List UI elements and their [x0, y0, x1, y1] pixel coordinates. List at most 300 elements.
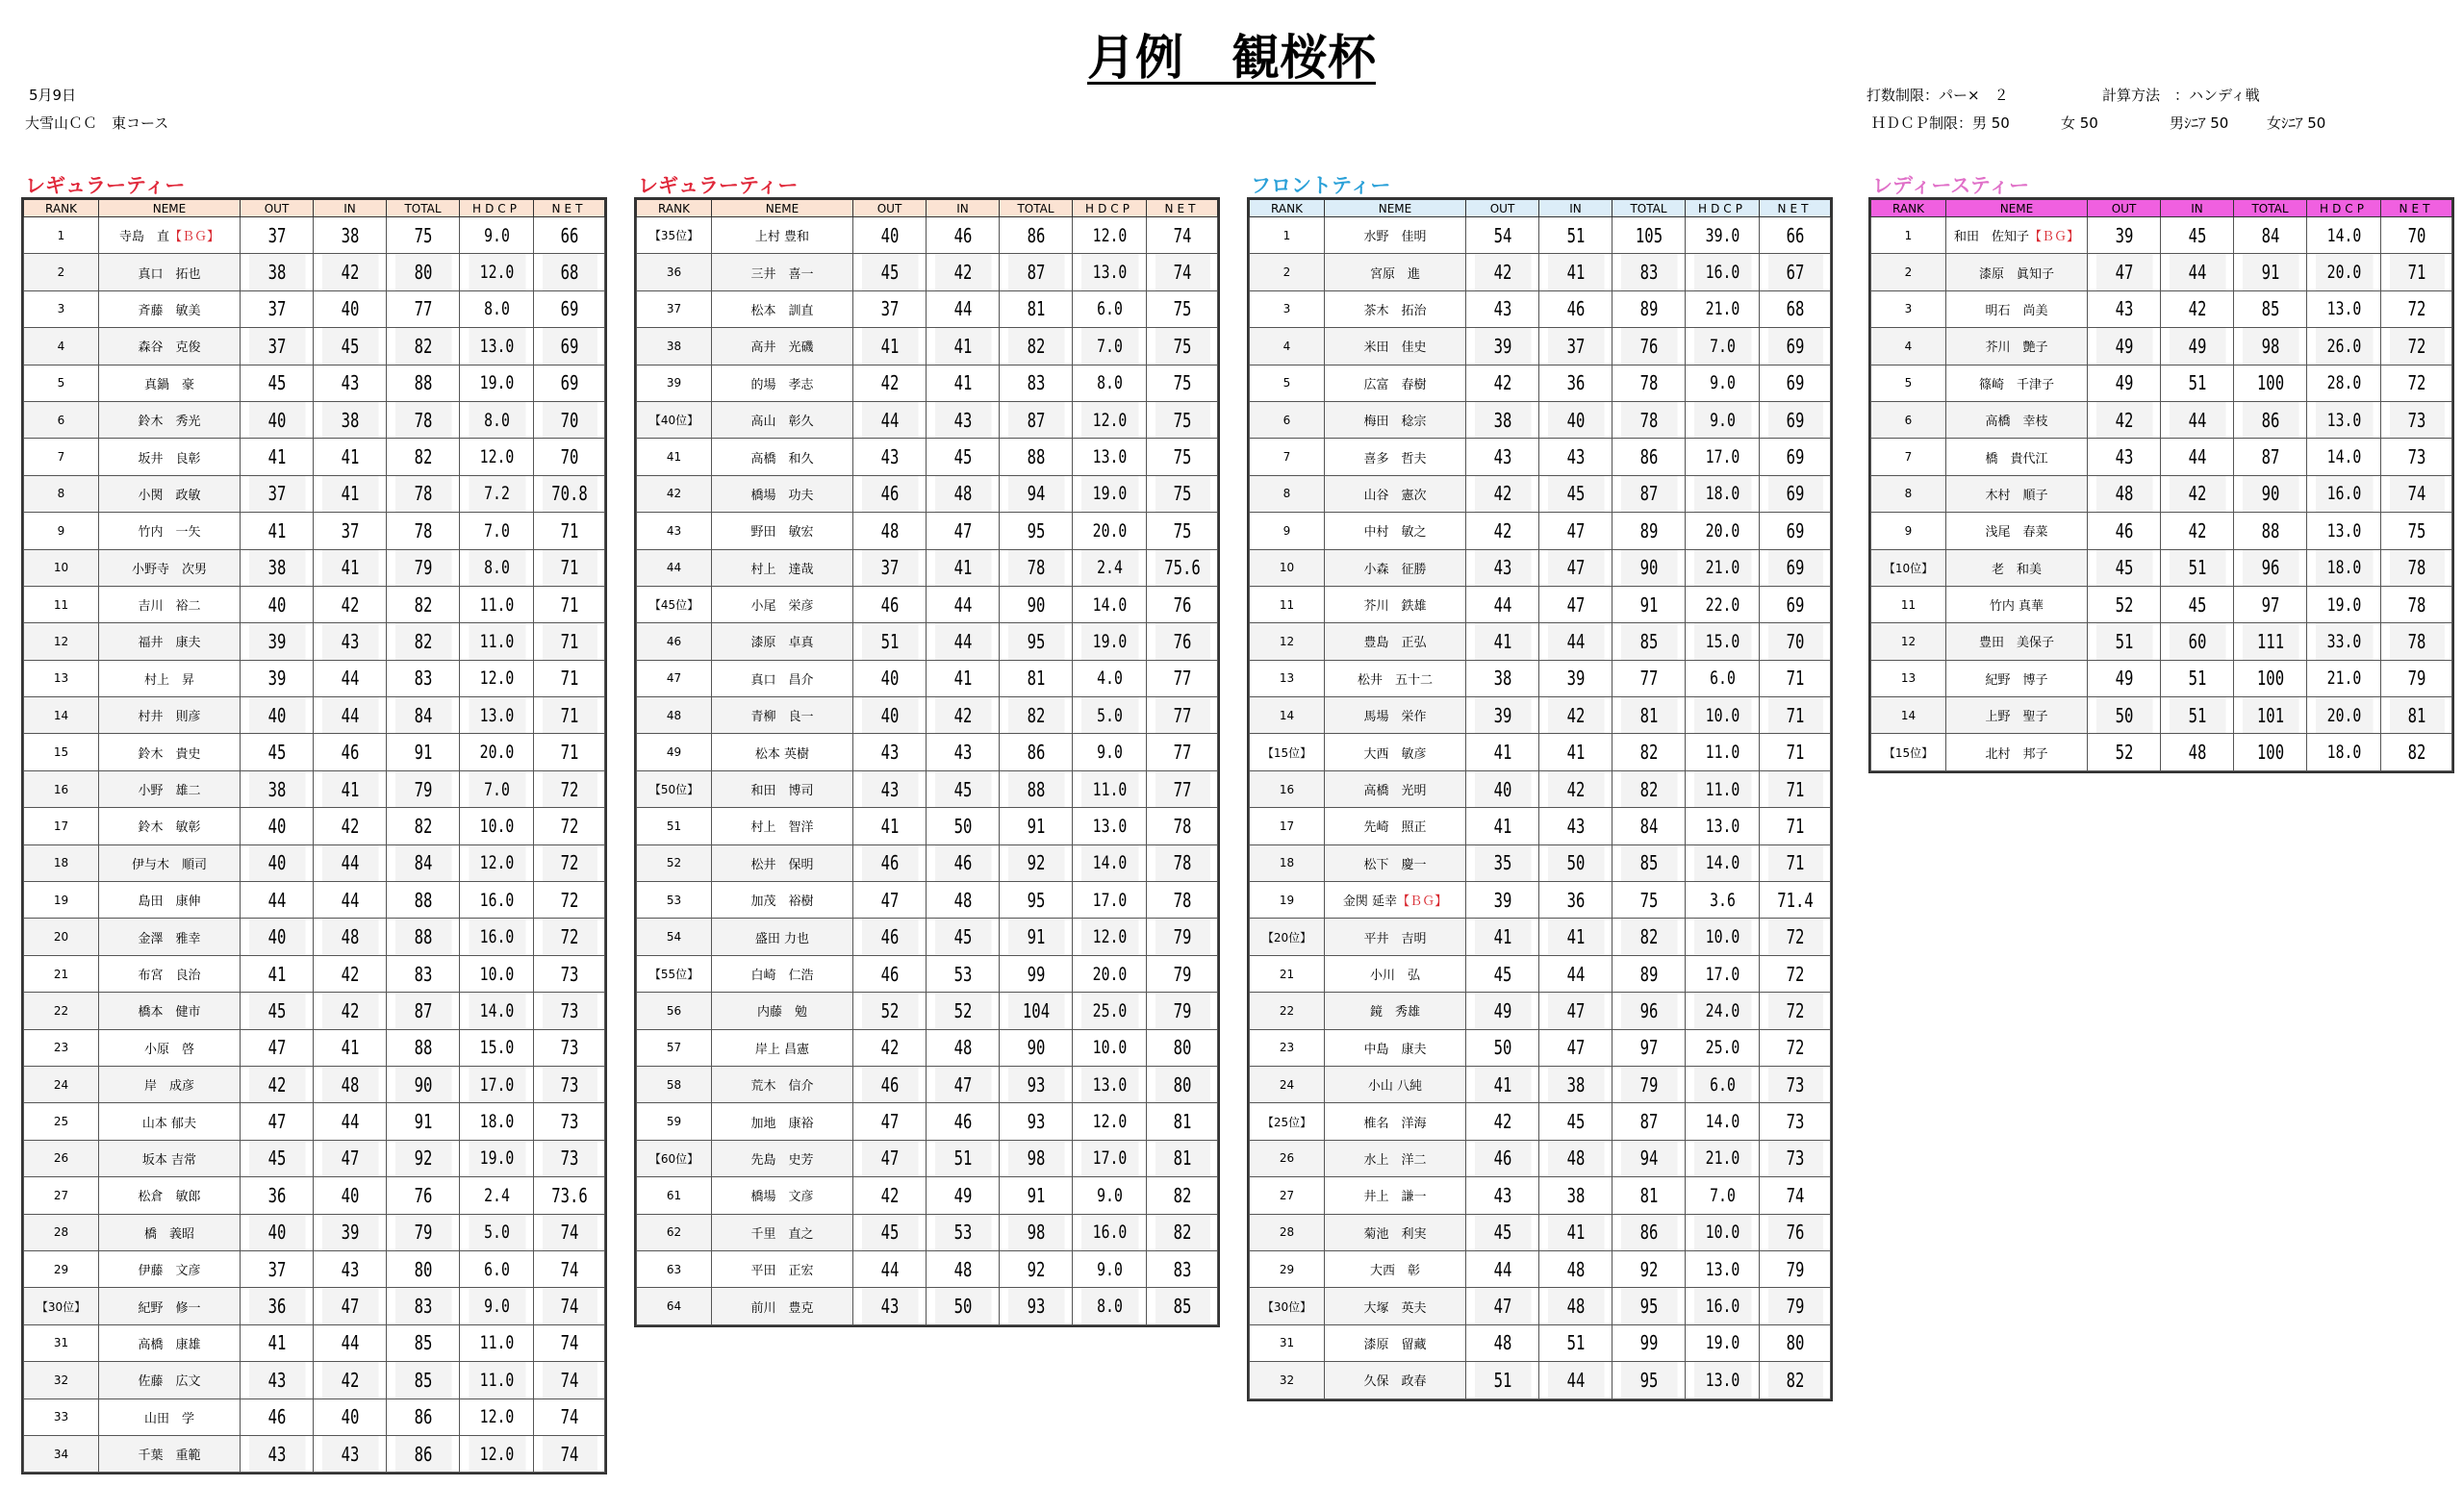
net-cell: 71 — [1767, 844, 1823, 881]
out-cell: 45 — [2095, 549, 2152, 586]
net-cell: 80 — [1155, 1066, 1210, 1102]
name-cell — [99, 734, 241, 770]
in-cell: 48 — [934, 1029, 991, 1066]
header-total: TOTAL — [1612, 200, 1686, 217]
header-row — [637, 200, 1218, 217]
in-cell: 41 — [1547, 734, 1604, 770]
out-cell: 48 — [861, 513, 918, 549]
name-cell — [99, 1250, 241, 1287]
out-cell: 42 — [2095, 401, 2152, 438]
section-title-front: フロントティー — [1251, 174, 1391, 197]
player-name: 木村 順子 — [1985, 488, 2048, 503]
in-cell: 44 — [321, 844, 378, 881]
rank-cell: 【20位】 — [1250, 919, 1325, 955]
player-name: 鏡 秀雄 — [1369, 1005, 1420, 1021]
total-cell: 79 — [1620, 1066, 1677, 1102]
net-cell: 71 — [542, 586, 597, 622]
table-row — [1250, 993, 1831, 1029]
player-name: 小山 八純 — [1367, 1079, 1423, 1095]
player-name: 小川 弘 — [1369, 969, 1420, 983]
out-cell: 49 — [1474, 993, 1531, 1029]
hdcp-cell: 14.0 — [468, 993, 525, 1029]
in-cell: 44 — [321, 1103, 378, 1140]
in-cell: 48 — [1547, 1250, 1604, 1287]
out-cell: 40 — [861, 697, 918, 734]
net-cell: 71 — [1767, 734, 1823, 770]
in-cell: 47 — [934, 1066, 991, 1102]
rank-cell: 1 — [24, 217, 99, 254]
out-cell: 42 — [248, 1066, 305, 1102]
in-cell: 41 — [1547, 254, 1604, 290]
total-cell: 78 — [394, 513, 451, 549]
table-row — [24, 1288, 605, 1324]
best-gross-mark: 【ＢＧ】 — [2029, 230, 2080, 245]
table-row — [637, 1103, 1218, 1140]
hdcp-cell: 7.0 — [1693, 328, 1751, 365]
rank-cell: 8 — [24, 475, 99, 512]
table-row — [637, 513, 1218, 549]
name-cell — [1325, 734, 1466, 770]
rank-cell: 22 — [24, 993, 99, 1029]
name-cell — [712, 955, 853, 992]
out-cell: 51 — [1474, 1362, 1531, 1399]
name-cell — [712, 623, 853, 660]
player-name: 老 和美 — [1991, 562, 2042, 577]
out-cell: 46 — [861, 919, 918, 955]
name-cell — [99, 1324, 241, 1361]
rank-cell: 【40位】 — [637, 401, 712, 438]
table-row — [1250, 1362, 1831, 1399]
out-cell: 47 — [861, 1103, 918, 1140]
out-cell: 45 — [248, 1140, 305, 1176]
out-cell: 46 — [861, 955, 918, 992]
header-net: NET — [1760, 200, 1831, 217]
hdcp-cell: 10.0 — [1693, 697, 1751, 734]
net-cell: 69 — [542, 365, 597, 401]
table-row — [637, 475, 1218, 512]
player-name: 松倉 敏郎 — [138, 1190, 201, 1205]
header-out: OUT — [241, 200, 314, 217]
hdcp-cell: 20.0 — [1080, 955, 1138, 992]
out-cell: 44 — [1474, 586, 1531, 622]
hdcp-cell: 8.0 — [1080, 365, 1138, 401]
net-cell: 71 — [1767, 660, 1823, 696]
out-cell: 43 — [1474, 290, 1531, 327]
hdcp-cell: 13.0 — [2315, 290, 2373, 327]
table-row — [24, 217, 605, 254]
player-name: 村上 達哉 — [750, 562, 814, 577]
section-title-regular-2: レギュラーティー — [638, 174, 799, 197]
out-cell: 51 — [861, 623, 918, 660]
rank-cell: 52 — [637, 844, 712, 881]
rank-cell: 21 — [1250, 955, 1325, 992]
header-rank: RANK — [637, 200, 712, 217]
out-cell: 47 — [861, 882, 918, 919]
out-cell: 47 — [1474, 1288, 1531, 1324]
out-cell: 45 — [1474, 1214, 1531, 1250]
hdcp-cell: 9.0 — [468, 217, 525, 254]
total-cell: 90 — [2242, 475, 2298, 512]
hdcp-cell: 12.0 — [1080, 919, 1138, 955]
out-cell: 41 — [1474, 808, 1531, 844]
player-name: 芥川 艶子 — [1985, 340, 2048, 356]
name-cell — [99, 770, 241, 807]
player-name: 吉川 裕二 — [138, 599, 201, 615]
rank-cell: 24 — [1250, 1066, 1325, 1102]
net-cell: 70 — [542, 401, 597, 438]
name-cell — [712, 439, 853, 475]
rank-cell: 12 — [1250, 623, 1325, 660]
hdcp-cell: 12.0 — [1080, 401, 1138, 438]
hdcp-cell: 19.0 — [1080, 623, 1138, 660]
player-name: 大西 敏彦 — [1363, 746, 1427, 762]
rank-cell: 7 — [1250, 439, 1325, 475]
rank-cell: 18 — [24, 844, 99, 881]
hdcp-cell: 16.0 — [2315, 475, 2373, 512]
player-name: 真口 昌介 — [750, 672, 814, 688]
player-name: 福井 康夫 — [138, 636, 201, 651]
net-cell: 82 — [1155, 1177, 1210, 1214]
net-cell: 74 — [1155, 254, 1210, 290]
net-cell: 74 — [542, 1435, 597, 1472]
rank-cell: 53 — [637, 882, 712, 919]
out-cell: 47 — [248, 1029, 305, 1066]
in-cell: 36 — [1547, 882, 1604, 919]
hdcp-cell: 20.0 — [468, 734, 525, 770]
in-cell: 48 — [321, 1066, 378, 1102]
in-cell: 45 — [934, 439, 991, 475]
total-cell: 91 — [1620, 586, 1677, 622]
out-cell: 38 — [248, 549, 305, 586]
in-cell: 41 — [321, 439, 378, 475]
rank-cell: 24 — [24, 1066, 99, 1102]
net-cell: 71 — [542, 623, 597, 660]
rank-cell: 【15位】 — [1250, 734, 1325, 770]
in-cell: 44 — [321, 1324, 378, 1361]
hdcp-cell: 17.0 — [1693, 955, 1751, 992]
out-cell: 40 — [248, 808, 305, 844]
name-cell — [1325, 844, 1466, 881]
total-cell: 105 — [1620, 217, 1677, 254]
hdcp-cell: 21.0 — [1693, 290, 1751, 327]
hdcp-limit-women: 女 50 — [2061, 114, 2098, 132]
table-row — [1250, 328, 1831, 365]
table-row — [24, 1214, 605, 1250]
table-row — [24, 586, 605, 622]
name-cell — [1325, 1288, 1466, 1324]
total-cell: 77 — [394, 290, 451, 327]
hdcp-cell: 11.0 — [1693, 770, 1751, 807]
hdcp-cell: 18.0 — [2315, 549, 2373, 586]
total-cell: 75 — [1620, 882, 1677, 919]
rank-cell: 14 — [1250, 697, 1325, 734]
player-name: 千里 直之 — [750, 1226, 814, 1242]
name-cell — [712, 697, 853, 734]
player-name: 千葉 重範 — [138, 1449, 201, 1464]
rank-cell: 31 — [24, 1324, 99, 1361]
hdcp-cell: 19.0 — [2315, 586, 2373, 622]
player-name: 紀野 修一 — [138, 1300, 201, 1316]
table-row — [637, 808, 1218, 844]
hdcp-cell: 9.0 — [468, 1288, 525, 1324]
hdcp-cell: 11.0 — [468, 623, 525, 660]
name-cell — [1946, 328, 2088, 365]
rank-cell: 4 — [1871, 328, 1946, 365]
hdcp-cell: 17.0 — [1080, 1140, 1138, 1176]
total-cell: 97 — [1620, 1029, 1677, 1066]
rank-cell: 16 — [24, 770, 99, 807]
rank-cell: 16 — [1250, 770, 1325, 807]
player-name: 高井 光磯 — [750, 340, 814, 356]
hdcp-limit-senior-men: 男ｼﾆｱ 50 — [2170, 114, 2229, 132]
net-cell: 74 — [542, 1399, 597, 1435]
in-cell: 49 — [2169, 328, 2225, 365]
rank-cell: 49 — [637, 734, 712, 770]
table-row — [24, 1435, 605, 1472]
total-cell: 87 — [1620, 1103, 1677, 1140]
net-cell: 69 — [1767, 439, 1823, 475]
in-cell: 52 — [934, 993, 991, 1029]
total-cell: 87 — [1007, 401, 1064, 438]
out-cell: 45 — [861, 254, 918, 290]
total-cell: 78 — [1620, 401, 1677, 438]
rank-cell: 61 — [637, 1177, 712, 1214]
header-hdcp: HDCP — [2307, 200, 2381, 217]
net-cell: 69 — [1767, 549, 1823, 586]
net-cell: 75 — [1155, 401, 1210, 438]
total-cell: 81 — [1620, 1177, 1677, 1214]
total-cell: 84 — [394, 844, 451, 881]
rank-cell: 13 — [24, 660, 99, 696]
player-name: 大塚 英夫 — [1363, 1300, 1427, 1316]
out-cell: 43 — [861, 1288, 918, 1324]
net-cell: 71.4 — [1767, 882, 1823, 919]
total-cell: 82 — [394, 808, 451, 844]
net-cell: 72 — [2389, 290, 2445, 327]
event-date: 5月9日 — [29, 87, 77, 104]
table-row — [1250, 1140, 1831, 1176]
hdcp-cell: 2.4 — [468, 1177, 525, 1214]
total-cell: 88 — [1007, 439, 1064, 475]
rank-cell: 9 — [1871, 513, 1946, 549]
out-cell: 40 — [861, 660, 918, 696]
in-cell: 42 — [321, 808, 378, 844]
out-cell: 45 — [1474, 955, 1531, 992]
net-cell: 70 — [1767, 623, 1823, 660]
in-cell: 48 — [934, 882, 991, 919]
name-cell — [99, 549, 241, 586]
hdcp-cell: 3.6 — [1693, 882, 1751, 919]
results-table-front — [1249, 199, 1831, 1399]
hdcp-cell: 21.0 — [1693, 549, 1751, 586]
name-cell — [99, 1066, 241, 1102]
rank-cell: 27 — [1250, 1177, 1325, 1214]
out-cell: 49 — [2095, 365, 2152, 401]
out-cell: 43 — [1474, 439, 1531, 475]
total-cell: 85 — [1620, 844, 1677, 881]
player-name: 先崎 照正 — [1363, 820, 1427, 836]
hdcp-cell: 7.0 — [1693, 1177, 1751, 1214]
net-cell: 71 — [1767, 808, 1823, 844]
total-cell: 76 — [394, 1177, 451, 1214]
rank-cell: 28 — [1250, 1214, 1325, 1250]
in-cell: 51 — [2169, 660, 2225, 696]
name-cell — [712, 734, 853, 770]
out-cell: 38 — [1474, 660, 1531, 696]
total-cell: 91 — [394, 1103, 451, 1140]
total-cell: 94 — [1620, 1140, 1677, 1176]
net-cell: 72 — [1767, 919, 1823, 955]
hdcp-cell: 9.0 — [1080, 1250, 1138, 1287]
in-cell: 37 — [1547, 328, 1604, 365]
out-cell: 43 — [248, 1362, 305, 1399]
name-cell — [712, 1288, 853, 1324]
in-cell: 41 — [934, 365, 991, 401]
in-cell: 46 — [321, 734, 378, 770]
hdcp-cell: 19.0 — [468, 1140, 525, 1176]
rank-cell: 26 — [24, 1140, 99, 1176]
player-name: 荒木 信介 — [750, 1079, 814, 1095]
player-name: 村上 智洋 — [750, 820, 814, 836]
results-table-ladies — [1870, 199, 2452, 771]
net-cell: 66 — [542, 217, 597, 254]
table-row — [24, 254, 605, 290]
hdcp-cell: 12.0 — [468, 1435, 525, 1472]
total-cell: 88 — [394, 1029, 451, 1066]
in-cell: 38 — [1547, 1066, 1604, 1102]
out-cell: 45 — [248, 734, 305, 770]
player-name: 山本 郁夫 — [141, 1116, 197, 1131]
player-name: 竹内 真華 — [1989, 599, 2044, 615]
in-cell: 41 — [321, 1029, 378, 1066]
out-cell: 42 — [1474, 365, 1531, 401]
name-cell — [99, 217, 241, 254]
total-cell: 98 — [1007, 1214, 1064, 1250]
rank-cell: 12 — [24, 623, 99, 660]
out-cell: 37 — [861, 290, 918, 327]
player-name: 内藤 勉 — [756, 1005, 807, 1021]
out-cell: 37 — [248, 328, 305, 365]
table-row — [637, 770, 1218, 807]
total-cell: 92 — [1007, 844, 1064, 881]
player-name: 金関 延幸 — [1342, 895, 1398, 910]
player-name: 喜多 哲夫 — [1363, 451, 1427, 466]
net-cell: 71 — [542, 697, 597, 734]
net-cell: 72 — [1767, 955, 1823, 992]
hdcp-cell: 12.0 — [1080, 217, 1138, 254]
table-row — [1871, 254, 2452, 290]
player-name: 伊与木 順司 — [131, 857, 207, 872]
hdcp-cell: 39.0 — [1693, 217, 1751, 254]
table-row — [1871, 217, 2452, 254]
in-cell: 60 — [2169, 623, 2225, 660]
total-cell: 84 — [394, 697, 451, 734]
table-row — [1871, 586, 2452, 622]
net-cell: 70 — [542, 439, 597, 475]
player-name: 松井 保明 — [750, 857, 814, 872]
table-row — [24, 513, 605, 549]
rank-cell: 2 — [1250, 254, 1325, 290]
net-cell: 83 — [1155, 1250, 1210, 1287]
hdcp-cell: 11.0 — [1693, 734, 1751, 770]
table-row — [637, 844, 1218, 881]
out-cell: 46 — [861, 1066, 918, 1102]
in-cell: 44 — [1547, 1362, 1604, 1399]
out-cell: 47 — [861, 1140, 918, 1176]
hdcp-cell: 5.0 — [1080, 697, 1138, 734]
name-cell — [99, 513, 241, 549]
net-cell: 77 — [1155, 697, 1210, 734]
name-cell — [99, 808, 241, 844]
rank-cell: 38 — [637, 328, 712, 365]
rank-cell: 29 — [1250, 1250, 1325, 1287]
header-net: NET — [534, 200, 605, 217]
total-cell: 87 — [2242, 439, 2298, 475]
in-cell: 46 — [934, 217, 991, 254]
rank-cell: 10 — [1250, 549, 1325, 586]
in-cell: 36 — [1547, 365, 1604, 401]
net-cell: 76 — [1155, 623, 1210, 660]
name-cell — [712, 254, 853, 290]
rank-cell: 62 — [637, 1214, 712, 1250]
hdcp-cell: 11.0 — [468, 586, 525, 622]
hdcp-cell: 10.0 — [1693, 919, 1751, 955]
total-cell: 83 — [1007, 365, 1064, 401]
table-row — [637, 882, 1218, 919]
header-out: OUT — [2088, 200, 2161, 217]
name-cell — [99, 623, 241, 660]
player-name: 豊島 正弘 — [1363, 636, 1427, 651]
rank-cell: 11 — [1250, 586, 1325, 622]
hdcp-cell: 14.0 — [1080, 844, 1138, 881]
total-cell: 90 — [1007, 1029, 1064, 1066]
table-row — [24, 328, 605, 365]
out-cell: 43 — [861, 734, 918, 770]
rank-cell: 14 — [1871, 697, 1946, 734]
out-cell: 46 — [861, 475, 918, 512]
player-name: 和田 博司 — [750, 784, 814, 799]
in-cell: 48 — [1547, 1140, 1604, 1176]
hdcp-cell: 12.0 — [468, 660, 525, 696]
net-cell: 74 — [1155, 217, 1210, 254]
hdcp-cell: 24.0 — [1693, 993, 1751, 1029]
net-cell: 74 — [2389, 475, 2445, 512]
net-cell: 72 — [1767, 993, 1823, 1029]
rank-cell: 9 — [1250, 513, 1325, 549]
header-row — [24, 200, 605, 217]
total-cell: 82 — [1620, 770, 1677, 807]
in-cell: 51 — [1547, 1324, 1604, 1361]
hdcp-cell: 7.2 — [468, 475, 525, 512]
out-cell: 43 — [861, 770, 918, 807]
hdcp-cell: 14.0 — [1693, 1103, 1751, 1140]
hdcp-cell: 2.4 — [1080, 549, 1138, 586]
rank-cell: 14 — [24, 697, 99, 734]
total-cell: 99 — [1620, 1324, 1677, 1361]
table-row — [637, 1140, 1218, 1176]
hdcp-cell: 6.0 — [1080, 290, 1138, 327]
rank-cell: 4 — [24, 328, 99, 365]
rank-cell: 42 — [637, 475, 712, 512]
in-cell: 43 — [321, 623, 378, 660]
hdcp-cell: 9.0 — [1080, 1177, 1138, 1214]
out-cell: 38 — [248, 770, 305, 807]
in-cell: 51 — [934, 1140, 991, 1176]
net-cell: 82 — [1155, 1214, 1210, 1250]
in-cell: 40 — [321, 290, 378, 327]
total-cell: 77 — [1620, 660, 1677, 696]
table-row — [1250, 1103, 1831, 1140]
